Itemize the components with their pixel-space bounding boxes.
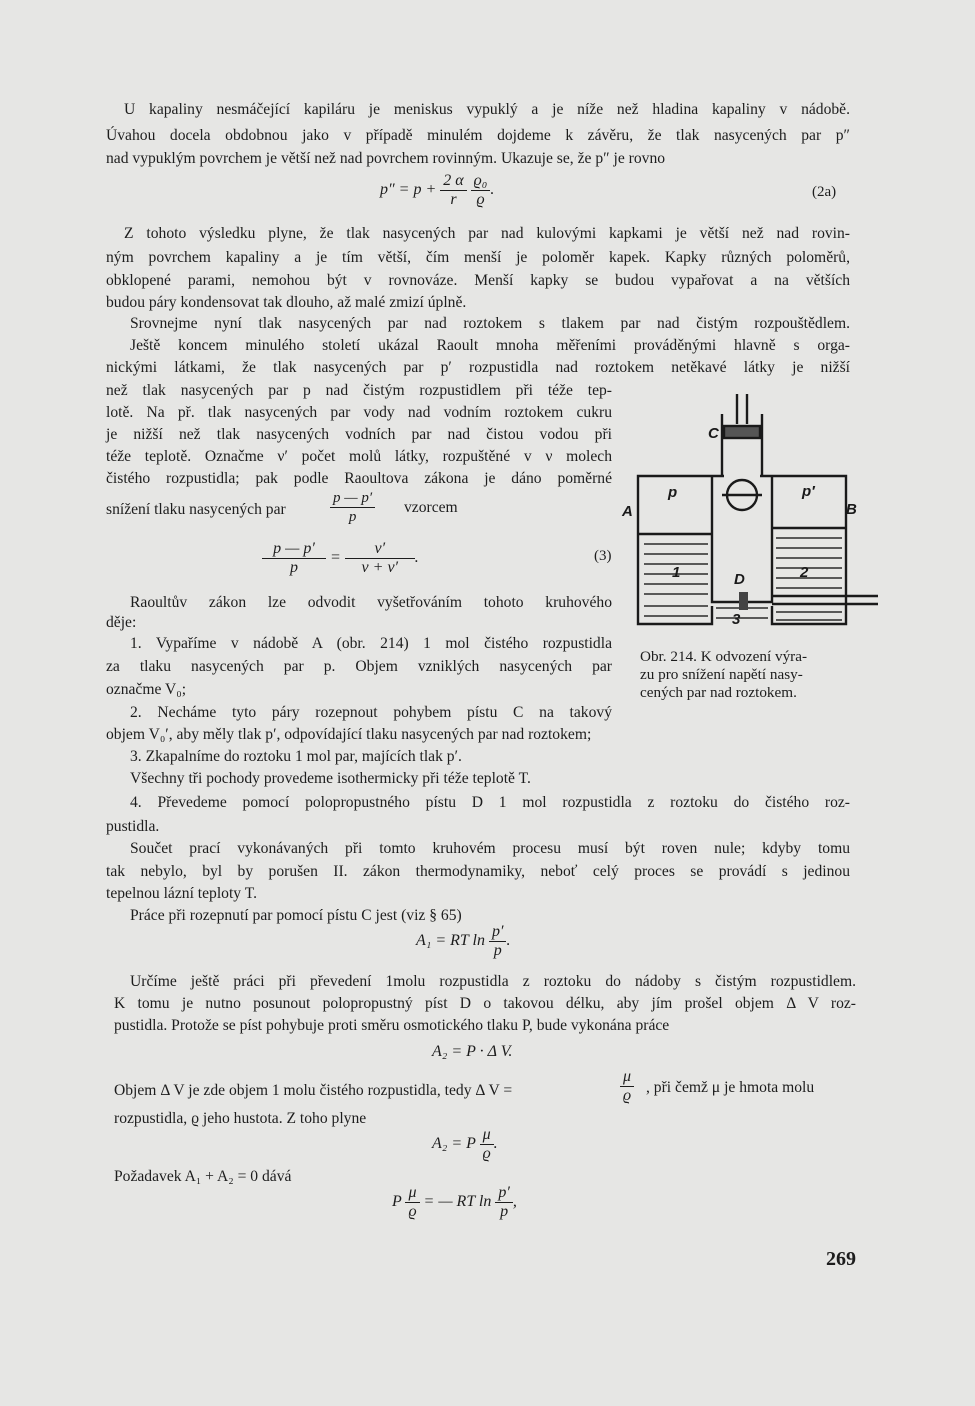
text-line: 2. Necháme tyto páry rozepnout pohybem pístu C na takový [130,704,612,721]
text-line: , při čemž μ je hmota molu [646,1079,815,1096]
text-line: téže teplotě. Označme ν′ počet molů látky, rozpuštěné v ν molech [106,448,612,465]
text-line: 3. Zkapalníme do roztoku 1 mol par, majících tlak p′. [130,748,462,765]
text-line: U kapaliny nesmáčející kapiláru je meniskus vypuklý a je níže než hladina kapaliny v nádobě. [124,101,850,118]
equation-number: (2a) [812,184,837,200]
text-line: Ještě koncem minulého století ukázal Raoult mnoha měřeními prováděnými hlavně s orga- [130,337,850,354]
label-3: 3 [732,611,741,628]
text-line: označme V₀; [106,681,187,698]
equation-3: $\frac{p — p'}{p}$ = $\frac{\nu'}{\nu + \nu'}$ . [262,540,419,577]
page-number: 269 [826,1248,856,1270]
text-line: vzorcem [404,499,458,516]
text-line: tak nebylo, byl by porušen II. zákon thermodynamiky, neboť celý proces se provádí s jedinou [106,863,850,880]
cylinder-wall [722,414,762,476]
label-p-prime: p′ [802,483,815,500]
text-line: pustidla. [106,818,160,835]
label-1: 1 [672,564,681,581]
text-line: 4. Převedeme pomocí polopropustného pístu D 1 mol rozpustidla z roztoku do čistého roz- [130,794,850,811]
text-line: čistého rozpustidla; pak podle Raoultova zákona je dáno poměrné [106,470,612,487]
piston-c [724,426,760,438]
text-line: Požadavek A₁ + A₂ = 0 dává [114,1168,292,1185]
equation-A1: A₁ = RT ln $\frac{p'}{p}$ . [416,923,511,959]
text-line: 1. Vypaříme v nádobě A (obr. 214) 1 mol čistého rozpustidla [130,635,612,652]
text-line: nickými látkami, že tlak nasycených par p′ rozpustidla nad roztokem netěkavé látky je nižší [106,359,850,376]
inline-fraction: $\frac{p — p'}{p}$ [330,489,375,526]
text-line: objem V₀′, aby měly tlak p′, odpovídající tlaku nasycených par nad roztokem; [106,726,592,743]
piston-d [739,592,748,610]
text-line: Součet prací vykonávaných při tomto kruhovém procesu musí být roven nule; kdyby tomu [130,840,850,857]
text-line: obklopené parami, nemohou být v rovnováze. Menší kapky se budou vypařovat a na větších [106,272,850,289]
text-line: Objem Δ V je zde objem 1 molu čistého rozpustidla, tedy Δ V = [114,1082,513,1099]
equation-final: P $\frac{\mu}{ϱ}$ = — RT ln $\frac{p'}{p}$ , [392,1184,517,1220]
text-line: K tomu je nutno posunout polopropustný píst D o takovou délku, aby jím prošel objem Δ V roz- [114,995,856,1012]
side-tube [772,596,878,604]
label-2: 2 [800,564,809,581]
equation-A2: A₂ = P · Δ V. [432,1043,513,1060]
inline-fraction: $\frac{\mu}{ϱ}$ [620,1068,634,1105]
label-a: A [622,503,633,520]
text-line: za tlaku nasycených par p. Objem vzniklých nasycených par [106,658,612,675]
equation-number: (3) [594,548,612,564]
text-line: děje: [106,614,137,631]
text-line: lotě. Na př. tlak nasycených par vody nad vodním roztokem cukru [106,404,612,421]
text-line: je nižší než tlak nasycených vodních par nad čistou vodou při [106,426,612,443]
label-d: D [734,571,745,588]
equation-A2-density: A₂ = P $\frac{\mu}{ϱ}$ . [432,1126,498,1162]
text-line: Srovnejme nyní tlak nasycených par nad roztokem s tlakem par nad čistým rozpouštědlem. [130,315,850,332]
text-line: ným povrchem kapaliny a je tím větší, čím menší je poloměr kapek. Kapky různých poloměrů, [106,249,850,266]
text-line: pustidla. Protože se píst pohybuje proti směru osmotického tlaku P, bude vykonána práce [114,1017,670,1034]
text-line: Všechny tři pochody provedeme isothermicky při téže teplotě T. [130,770,531,787]
text-line: nad vypuklým povrchem je větší než nad povrchem rovinným. Ukazuje se, že p″ je rovno [106,150,666,167]
text-line: Z tohoto výsledku plyne, že tlak nasycených par nad kulovými kapkami je větší než nad rovin- [124,225,850,242]
figure-214-apparatus [620,392,882,632]
text-line: rozpustidla, ϱ jeho hustota. Z toho plyne [114,1110,367,1127]
label-p: p [668,484,678,501]
text-line: budou páry kondensovat tak dlouho, až malé zmizí úplně. [106,294,467,311]
text-line: Práce při rozepnutí par pomocí pístu C jest (viz § 65) [130,907,462,924]
label-b: B [846,501,857,518]
text-line: tepelnou lázní teploty T. [106,885,257,902]
text-line: snížení tlaku nasycených par [106,501,286,518]
text-line: Určíme ještě práci při převedení 1molu rozpustidla z roztoku do nádoby s čistým rozpustidlem. [130,973,856,990]
text-line: Raoultův zákon lze odvodit vyšetřováním tohoto kruhového [130,594,612,611]
text-line: Úvahou docela obdobnou jako v případě minulém dojdeme k závěru, že tlak nasycených par p″ [106,127,850,144]
text-line: než tlak nasycených par p nad čistým rozpustidlem při téže tep- [106,382,612,399]
equation-2a: p″ = p + $\frac{2 \alpha}{r}$ $\frac{\text{ϱ₀}}{ϱ}$ . [380,172,495,208]
figure-caption: Obr. 214. K odvození výra- zu pro snížení napětí nasy- cených par nad roztokem. [640,648,808,701]
label-c: C [708,425,719,442]
